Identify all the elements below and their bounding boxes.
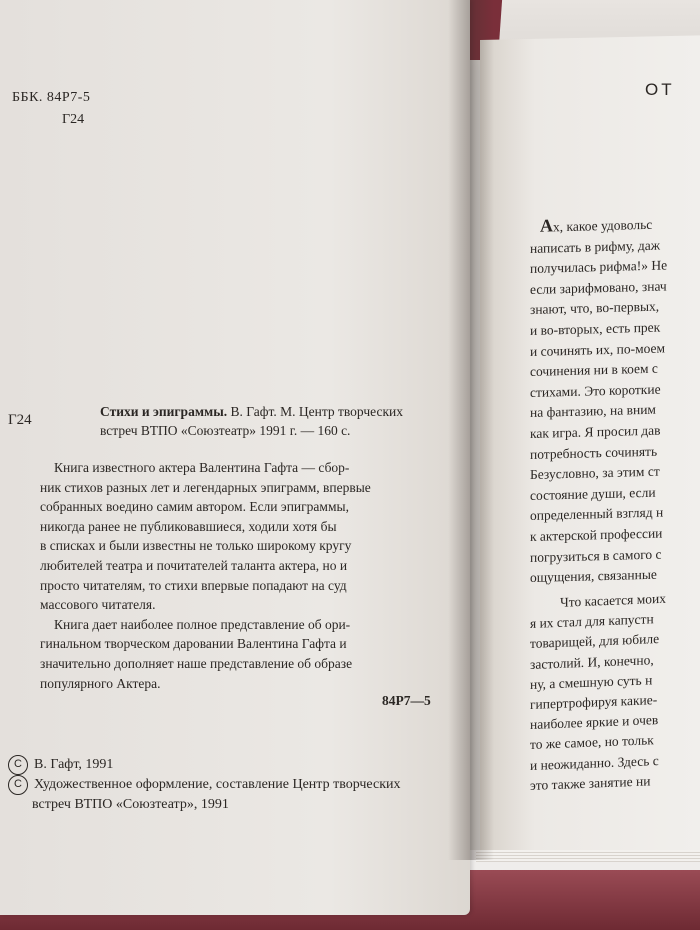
annotation-line: значительно дополняет наше представление об образе bbox=[40, 655, 353, 671]
right-text-content: состояние души, если bbox=[530, 484, 656, 503]
right-text-content: ощущения, связанные bbox=[530, 566, 657, 586]
copyright-line bbox=[8, 795, 401, 815]
publisher-line: встреч ВТПО «Союзтеатр» 1991 г. — 160 с. bbox=[100, 423, 351, 438]
book-gutter bbox=[448, 0, 494, 860]
right-text-content: к актерской профессии bbox=[530, 525, 663, 544]
right-paragraph-2 bbox=[530, 589, 666, 796]
right-text-line: я их стал для капустн bbox=[530, 611, 654, 632]
copyright-text: Художественное оформление, составление Центр творческих bbox=[34, 777, 401, 793]
annotation-line: гинальном творческом даровании Валентина Гафта и bbox=[40, 636, 347, 652]
page-edges bbox=[476, 850, 700, 862]
right-text-content: если зарифмовано, знач bbox=[530, 278, 667, 297]
right-text-line: Что касается моих bbox=[560, 590, 667, 610]
annotation-line: любителей театра и почитателей таланта актера, но и bbox=[40, 557, 348, 573]
right-text-content: и сочинять их, по-моем bbox=[530, 340, 666, 359]
copyright-line bbox=[8, 775, 401, 795]
right-text-line: ну, а смешную суть н bbox=[530, 672, 653, 692]
right-text-content: х, какое удовольс bbox=[553, 216, 653, 235]
right-text-line bbox=[530, 420, 667, 444]
annotation-line: в списках и были известны не только широкому кругу bbox=[40, 538, 352, 554]
right-text-content: погрузиться в самого с bbox=[530, 546, 662, 565]
right-paragraph-1 bbox=[530, 212, 667, 588]
author-index-top: Г24 bbox=[62, 112, 85, 127]
copyright-icon: C bbox=[8, 755, 28, 775]
right-text-content: определенный взгляд н bbox=[530, 504, 664, 524]
right-text-line: наиболее яркие и очев bbox=[530, 712, 659, 733]
right-text-line: товарищей, для юбиле bbox=[530, 631, 660, 652]
right-text-line bbox=[530, 523, 667, 547]
right-text-content: написать в рифму, даж bbox=[530, 237, 661, 256]
book-title-rest: В. Гафт. М. Центр творческих bbox=[227, 404, 403, 419]
annotation bbox=[40, 458, 452, 693]
copyright-text: встреч ВТПО «Союзтеатр», 1991 bbox=[32, 797, 229, 813]
bibliographic-entry bbox=[100, 402, 403, 440]
annotation-line: Книга известного актера Валентина Гафта — сбор- bbox=[54, 460, 350, 475]
right-text-content: и во-вторых, есть прек bbox=[530, 319, 661, 338]
right-text-line: застолий. И, конечно, bbox=[530, 651, 654, 672]
annotation-line: массового читателя. bbox=[40, 597, 156, 613]
right-text-line: гипертрофируя какие- bbox=[530, 692, 658, 713]
right-page-heading: ОТ bbox=[645, 80, 675, 99]
copyright-text: В. Гафт, 1991 bbox=[34, 757, 114, 773]
right-text-line: то же самое, но тольк bbox=[530, 732, 654, 753]
right-text-content: на фантазию, на вним bbox=[530, 402, 656, 421]
copyright-line bbox=[8, 755, 401, 775]
right-text-line bbox=[530, 212, 667, 238]
right-text-line: и неожиданно. Здесь с bbox=[530, 752, 659, 773]
right-text-content: как игра. Я просил дав bbox=[530, 422, 661, 441]
classification-code: 84Р7—5 bbox=[382, 693, 431, 708]
right-text-content: получилась рифма!» Не bbox=[530, 257, 668, 277]
right-text-content: Безусловно, за этим ст bbox=[530, 463, 660, 483]
annotation-line: просто читателям, то стихи впервые попадают на суд bbox=[40, 577, 347, 593]
right-text-content: стихами. Это короткие bbox=[530, 381, 661, 400]
right-text-content: потребность сочинять bbox=[530, 443, 658, 462]
author-index-side: Г24 bbox=[8, 412, 32, 428]
book-title: Стихи и эпиграммы. bbox=[100, 404, 228, 419]
right-text-content: знают, что, во-первых, bbox=[530, 298, 660, 318]
annotation-line: собранных воедино самим автором. Если эпиграммы, bbox=[40, 499, 349, 515]
copyright-icon: C bbox=[8, 775, 28, 795]
annotation-line: Книга дает наиболее полное представление об ори- bbox=[54, 616, 351, 632]
annotation-line: популярного Актера. bbox=[40, 675, 161, 691]
annotation-line: никогда ранее не публиковавшиеся, ходили хотя бы bbox=[40, 518, 337, 534]
right-text-line: это также занятие ни bbox=[530, 773, 651, 793]
right-text-content: сочинения ни в коем с bbox=[530, 360, 658, 380]
drop-cap: А bbox=[540, 215, 553, 236]
copyright-block bbox=[8, 755, 401, 815]
annotation-line: ник стихов разных лет и легендарных эпиграмм, впервые bbox=[40, 479, 371, 495]
right-text-line bbox=[530, 565, 667, 589]
bbk-code: ББК. 84Р7-5 bbox=[12, 90, 91, 105]
